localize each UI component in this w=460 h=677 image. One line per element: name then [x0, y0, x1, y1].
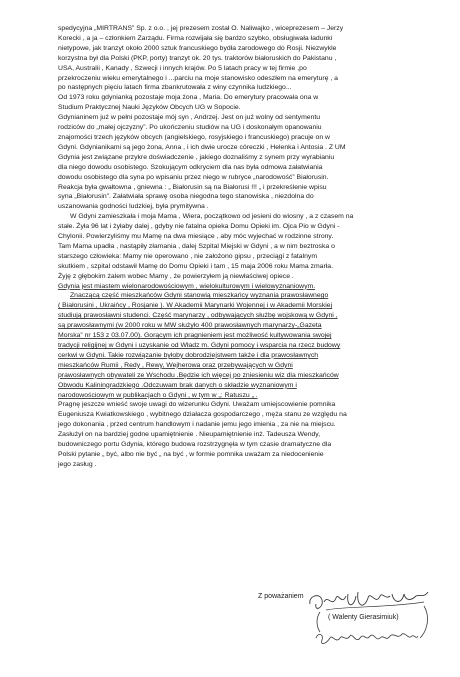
text-line: narodowościowym w publikacjach o Gdyni , w tym w „: Ratuszu „ . [58, 391, 258, 399]
text-line: Znaczącą część mieszkańców Gdyni stanowią mieszkańcy wyznania prawosławnego [70, 292, 329, 300]
text-line: Żyję z głębokim żalem wobec Mamy , że powierzyłem ją niewłaściwej opiece . [58, 272, 294, 280]
text-line: Gdynianinem już w pełni pozostaje mój syn , Andrzej. Jest on już wolny od sentymentu [58, 114, 321, 122]
text-line: uszanowania godności ludzkiej, była prymitywna . [58, 203, 209, 211]
text-line: studiują prawosławni studenci. Część marynarzy , odbywających służbę wojskową w Gdyni , [58, 312, 338, 320]
text-line: stałe. Żyła 96 lat i żyłaby dalej , gdyby nie fatalna opieka Domu Opieki im. Ojca Pio w Gdyni - [58, 223, 340, 231]
text-line: Studium Praktycznej Nauki Języków Obcych UG w Sopocie. [58, 104, 241, 112]
text-line: Reakcja była gwałtowna , gniewna : „ Białorusin są na Białorusi !!! „ i przekreślenie wpisu [58, 183, 327, 191]
text-line: Polski pytanie „ być, albo nie być „ na być , w formie pomnika uważam za niedocenienie [58, 450, 324, 458]
text-line: Eugeniusza Kwiatkowskiego , wybitnego działacza gospodarczego , męża stanu ze względu na [58, 411, 347, 419]
text-line: starszego człowieka: Mamy nie operowano , nie założono gipsu , przeciągi z fatalnym [58, 252, 318, 260]
handwritten-signature-icon [306, 586, 436, 656]
text-line: korzystna był dla Polski (PKP, porty) tranzyt ok. 20 tys. traktorów białoruskich do Pakistanu , [58, 54, 337, 62]
text-line: dowodu osobistego dla syna po wpisaniu przez niego w rubryce „narodowość” Białorusin. [58, 173, 329, 181]
text-line: Tam Mama upadła , nastąpiły złamania , dalej Szpital Miejski w Gdyni , a w nim beztroska o [58, 242, 335, 250]
text-line: rodziców do „małej ojczyzny”. Po ukończeniu studiów na UG i doskonałym opanowaniu [58, 124, 322, 132]
text-line: syna „Białorusin”. Załatwiała sprawę osoba niegodna tego stanowiska , niezdolna do [58, 193, 314, 201]
text-line: jego dokonania , przed centrum handlowym i nadanie jemu jego imienia , za nie na miejscu. [58, 421, 336, 429]
text-line: nietypowe, jak tranzyt około 2000 sztuk francuskiego bydła zarodowego do Rosji. Niezwykle [58, 44, 337, 52]
text-line: Chylonii. Powierzyliśmy mu Mamę na dwa miesiące , aby móc wyjechać w rodzinne strony. [58, 233, 334, 241]
text-line: Zasłużył on na bardziej godne upamiętnienie . Nieupamiętnienie inż. Tadeusza Wendy, [58, 431, 321, 439]
text-line: Pragnę jeszcze wnieść swoje uwagi do wizerunku Gdyni. Uważam umiejscowienie pomnika [58, 401, 336, 409]
text-line: Obwodu Kaliningradzkiego .Odczuwam brak danych o składzie wyznaniowym i [58, 381, 297, 389]
text-line: po następnych pięciu latach firma zbankrutowała z winy czynnika ludzkiego... [58, 84, 292, 92]
text-line: cerkwi w Gdyni. Takie rozwiązanie byłoby dobrodziejstwem także i dla prawosławnych [58, 351, 319, 359]
text-line: Gdynia jest miastem wielonarodowościowym , wielokulturowym i wielowyznaniowym. [58, 282, 316, 290]
text-line: Gdyni. Gdynianikami są jego żona, Anna , i ich dwie urocze córeczki , Helenka i Antosia . Z UM [58, 143, 346, 151]
text-line: skutkiem , szpital odstawił Mamę do Domu Opieki i tam , 15 maja 2006 roku Mama zmarła. [58, 262, 333, 270]
text-line: budowniczego portu Gdynia, którego budowa rozstrzygnęła w tym czasie dramatyczne dla [58, 441, 332, 449]
text-line: prawosławnych obywateli ze Wschodu .Będzie ich więcej po zniesieniu wiz dla mieszkańców [58, 371, 339, 379]
text-line: znajomości trzech języków obcych (angielskiego, rosyjskiego i francuskiego) pracuje on w [58, 133, 330, 141]
text-line: Korecki , a ja – członkiem Zarządu. Firma rozwijała się bardzo szybko, obsługiwała ładunki [58, 34, 333, 42]
closing-salutation: Z poważaniem [258, 593, 304, 600]
text-line: tradycji religijnej w Gdyni i uzyskanie od Władz m. Gdyni pomocy i wsparcia na rzecz budowy [58, 342, 341, 349]
signatory-name: ( Walenty Gierasimiuk) [328, 614, 399, 621]
letter-body [58, 24, 438, 470]
text-line: mieszkańców Rumii , Redy , Rewy, Wejherowa oraz przebywających w Gdyni [58, 361, 293, 369]
text-line: USA, Australii , Kanady , Szwecji i innych krajów. Po 5 latach pracy w tej firmie ,po [58, 64, 307, 72]
signature-block [306, 586, 436, 656]
text-line: przekroczeniu wieku emerytalnego i ...parciu na moje stanowisko odeszłem na emeryturę , a [58, 74, 338, 82]
text-line: ( Białorusini , Ukraińcy , Rosjanie ). W Akademii Marynarki Wojennej i w Akademii Morskiej [58, 302, 333, 310]
text-line: są prawosławnymi (w 2000 roku w MW służyło 400 prawosławnych marynarzy-„Gazeta [58, 322, 322, 330]
text-line: W Gdyni zamieszkała i moja Mama , Wiera, początkowo od jesieni do wiosny , a z czasem na [70, 213, 354, 221]
text-line: spedycyjna „MIRTRANS” Sp. z o.o. , jej prezesem został O. Naliwajko , wiceprezesem – Jerzy [58, 25, 344, 32]
text-line: jego zasług . [58, 460, 97, 468]
text-line: Od 1973 roku gdynianką pozostaje moja żona , Maria. Do emerytury pracowała ona w [58, 94, 319, 102]
text-line: Morska” nr 153 z 03.07.00). Gorącym ich pragnieniem jest możliwość kultywowania swojej [58, 332, 332, 340]
text-line: dla niego dowodu osobistego. Szokującym odkryciem dla nas była odmowa załatwiania [58, 163, 323, 171]
text-line: Gdynia jest związane przykre doświadczenie , jakiego doznaliśmy z synem przy wyrabianiu [58, 153, 335, 161]
